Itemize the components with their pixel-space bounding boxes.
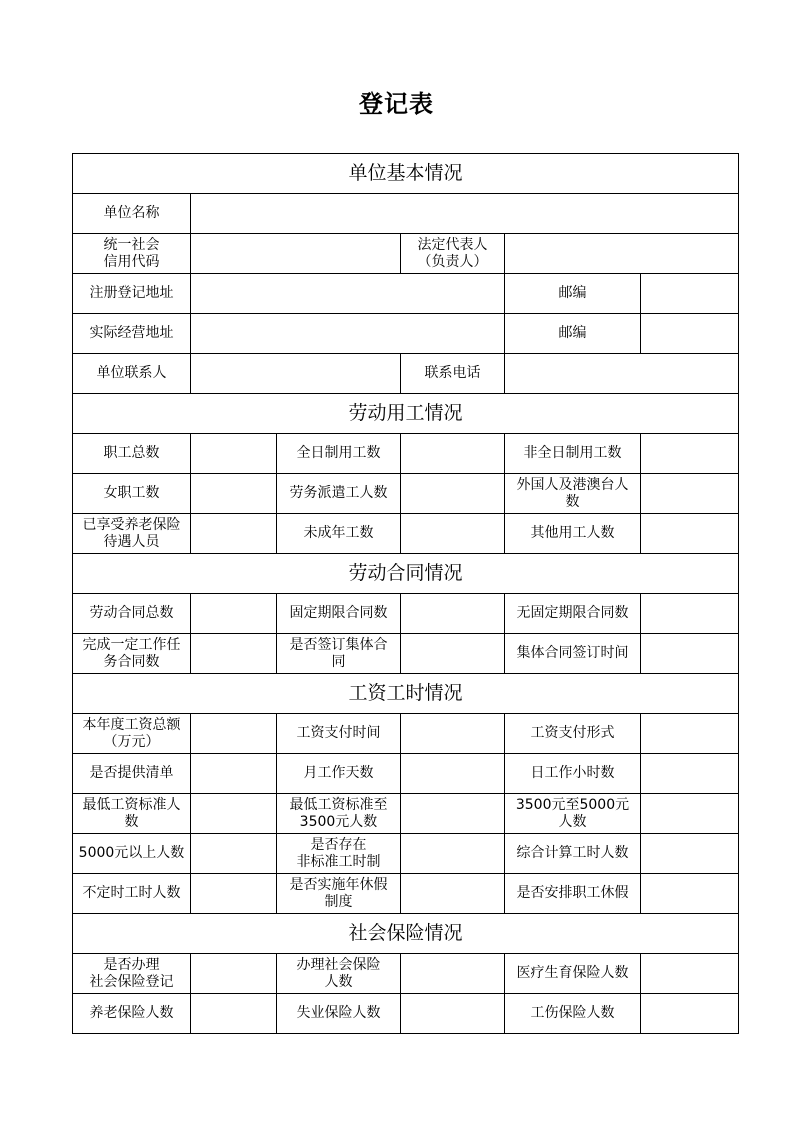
label-total-staff: 职工总数 bbox=[73, 434, 191, 474]
label-insured-count: 办理社会保险 人数 bbox=[277, 954, 401, 994]
unit-name-field[interactable] bbox=[191, 194, 739, 234]
label-annual-leave: 是否实施年休假 制度 bbox=[277, 874, 401, 914]
label-payslip: 是否提供清单 bbox=[73, 754, 191, 794]
label-pension: 养老保险人数 bbox=[73, 994, 191, 1034]
label-contract-total: 劳动合同总数 bbox=[73, 594, 191, 634]
collective-signed-field[interactable] bbox=[401, 634, 505, 674]
annual-wage-field[interactable] bbox=[191, 714, 277, 754]
label-over-5000: 5000元以上人数 bbox=[73, 834, 191, 874]
daily-hours-field[interactable] bbox=[641, 754, 739, 794]
label-female-staff: 女职工数 bbox=[73, 474, 191, 514]
label-medical-maternity: 医疗生育保险人数 bbox=[505, 954, 641, 994]
section-heading-labor-use: 劳动用工情况 bbox=[73, 394, 739, 434]
annual-leave-field[interactable] bbox=[401, 874, 505, 914]
label-unemployment: 失业保险人数 bbox=[277, 994, 401, 1034]
label-min-wage-people: 最低工资标准人 数 bbox=[73, 794, 191, 834]
page-title: 登记表 bbox=[359, 90, 434, 118]
label-reg-address: 注册登记地址 bbox=[73, 274, 191, 314]
insured-count-field[interactable] bbox=[401, 954, 505, 994]
label-pay-form: 工资支付形式 bbox=[505, 714, 641, 754]
unemployment-field[interactable] bbox=[401, 994, 505, 1034]
label-non-standard: 是否存在 非标准工时制 bbox=[277, 834, 401, 874]
label-contact-phone: 联系电话 bbox=[401, 354, 505, 394]
section-heading-unit-basic: 单位基本情况 bbox=[73, 154, 739, 194]
label-collective-time: 集体合同签订时间 bbox=[505, 634, 641, 674]
postcode-1-field[interactable] bbox=[641, 274, 739, 314]
label-minors: 未成年工数 bbox=[277, 514, 401, 554]
label-min-to-3500: 最低工资标准至 3500元人数 bbox=[277, 794, 401, 834]
contract-total-field[interactable] bbox=[191, 594, 277, 634]
label-task-contract: 完成一定工作任 务合同数 bbox=[73, 634, 191, 674]
si-registered-field[interactable] bbox=[191, 954, 277, 994]
section-heading-wage-hours: 工资工时情况 bbox=[73, 674, 739, 714]
rest-arranged-field[interactable] bbox=[641, 874, 739, 914]
non-full-time-field[interactable] bbox=[641, 434, 739, 474]
irregular-field[interactable] bbox=[191, 874, 277, 914]
label-irregular: 不定时工时人数 bbox=[73, 874, 191, 914]
female-staff-field[interactable] bbox=[191, 474, 277, 514]
label-credit-code: 统一社会 信用代码 bbox=[73, 234, 191, 274]
full-time-field[interactable] bbox=[401, 434, 505, 474]
label-full-time: 全日制用工数 bbox=[277, 434, 401, 474]
pension-receivers-field[interactable] bbox=[191, 514, 277, 554]
payslip-field[interactable] bbox=[191, 754, 277, 794]
dispatch-field[interactable] bbox=[401, 474, 505, 514]
label-contact-person: 单位联系人 bbox=[73, 354, 191, 394]
label-non-full-time: 非全日制用工数 bbox=[505, 434, 641, 474]
legal-rep-field[interactable] bbox=[505, 234, 739, 274]
label-si-registered: 是否办理 社会保险登记 bbox=[73, 954, 191, 994]
foreign-field[interactable] bbox=[641, 474, 739, 514]
label-comprehensive: 综合计算工时人数 bbox=[505, 834, 641, 874]
comprehensive-field[interactable] bbox=[641, 834, 739, 874]
minors-field[interactable] bbox=[401, 514, 505, 554]
section-heading-social-insurance: 社会保险情况 bbox=[73, 914, 739, 954]
min-wage-people-field[interactable] bbox=[191, 794, 277, 834]
pay-form-field[interactable] bbox=[641, 714, 739, 754]
label-daily-hours: 日工作小时数 bbox=[505, 754, 641, 794]
over-5000-field[interactable] bbox=[191, 834, 277, 874]
fixed-term-field[interactable] bbox=[401, 594, 505, 634]
label-monthly-days: 月工作天数 bbox=[277, 754, 401, 794]
postcode-2-field[interactable] bbox=[641, 314, 739, 354]
other-workers-field[interactable] bbox=[641, 514, 739, 554]
label-actual-address: 实际经营地址 bbox=[73, 314, 191, 354]
label-injury: 工伤保险人数 bbox=[505, 994, 641, 1034]
label-unit-name: 单位名称 bbox=[73, 194, 191, 234]
label-fixed-term: 固定期限合同数 bbox=[277, 594, 401, 634]
task-contract-field[interactable] bbox=[191, 634, 277, 674]
label-pay-time: 工资支付时间 bbox=[277, 714, 401, 754]
medical-maternity-field[interactable] bbox=[641, 954, 739, 994]
r3500-5000-field[interactable] bbox=[641, 794, 739, 834]
contact-person-field[interactable] bbox=[191, 354, 401, 394]
monthly-days-field[interactable] bbox=[401, 754, 505, 794]
label-open-term: 无固定期限合同数 bbox=[505, 594, 641, 634]
total-staff-field[interactable] bbox=[191, 434, 277, 474]
collective-time-field[interactable] bbox=[641, 634, 739, 674]
label-foreign: 外国人及港澳台人 数 bbox=[505, 474, 641, 514]
registration-table bbox=[72, 153, 739, 1034]
label-annual-wage: 本年度工资总额 （万元） bbox=[73, 714, 191, 754]
open-term-field[interactable] bbox=[641, 594, 739, 634]
actual-address-field[interactable] bbox=[191, 314, 505, 354]
pay-time-field[interactable] bbox=[401, 714, 505, 754]
reg-address-field[interactable] bbox=[191, 274, 505, 314]
label-postcode-1: 邮编 bbox=[505, 274, 641, 314]
label-pension-receivers: 已享受养老保险 待遇人员 bbox=[73, 514, 191, 554]
label-3500-5000: 3500元至5000元 人数 bbox=[505, 794, 641, 834]
non-standard-field[interactable] bbox=[401, 834, 505, 874]
label-dispatch: 劳务派遣工人数 bbox=[277, 474, 401, 514]
label-rest-arranged: 是否安排职工休假 bbox=[505, 874, 641, 914]
label-postcode-2: 邮编 bbox=[505, 314, 641, 354]
pension-field[interactable] bbox=[191, 994, 277, 1034]
label-other-workers: 其他用工人数 bbox=[505, 514, 641, 554]
label-legal-rep: 法定代表人 （负责人） bbox=[401, 234, 505, 274]
credit-code-field[interactable] bbox=[191, 234, 401, 274]
label-collective-signed: 是否签订集体合 同 bbox=[277, 634, 401, 674]
contact-phone-field[interactable] bbox=[505, 354, 739, 394]
injury-field[interactable] bbox=[641, 994, 739, 1034]
section-heading-labor-contract: 劳动合同情况 bbox=[73, 554, 739, 594]
min-to-3500-field[interactable] bbox=[401, 794, 505, 834]
